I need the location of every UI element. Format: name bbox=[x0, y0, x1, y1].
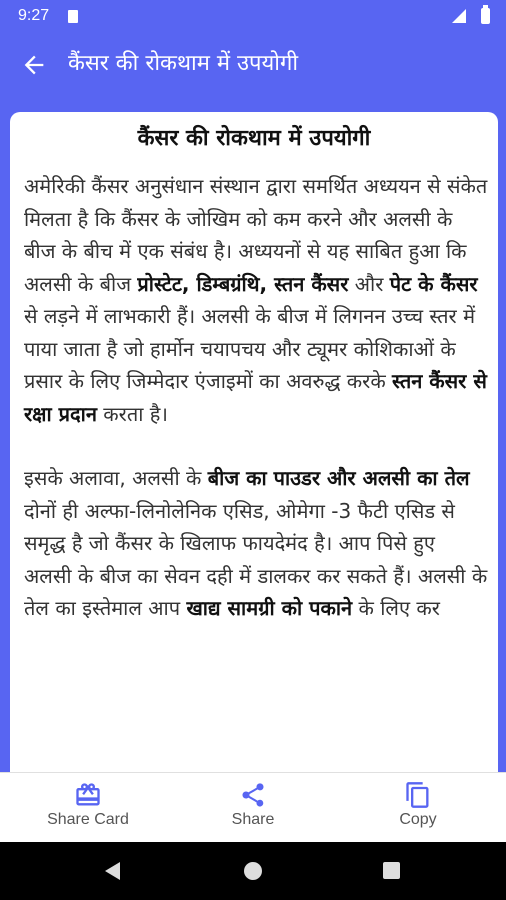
share-button[interactable] bbox=[169, 773, 337, 843]
share-card-button[interactable] bbox=[4, 773, 172, 843]
p2-bold-1: बीज का पाउडर और अलसी का तेल bbox=[207, 466, 470, 490]
share-label: Share bbox=[231, 811, 275, 828]
p1-text-3: से लड़ने में लाभकारी हैं। अलसी के बीज में लिगनन उच्च स्तर में पाया जाता है जो हार्मोन चयापचय और ट्यूमर कोशिकाओं के प्रसार के लिए जिम्मेदार एंजाइमों का अवरुद्ध करके bbox=[24, 304, 476, 393]
p2-text-1: इसके अलावा, अलसी के bbox=[24, 466, 208, 490]
back-arrow-icon[interactable] bbox=[20, 51, 48, 79]
p1-bold-2: पेट के कैंसर bbox=[389, 271, 478, 296]
bottom-nav bbox=[0, 772, 506, 843]
p2-text-2: दोनों ही अल्फा-लिनोलेनिक एसिड, ओमेगा -3 फैटी एसिड से समृद्ध है जो कैंसर के खिलाफ फायदेमंद है। आप पिसे हुए अलसी के बीज का सेवन दही में डालकर कर सकते हैं। अलसी के तेल का इस्तेमाल आप bbox=[24, 498, 488, 620]
p2-text-3: के लिए कर bbox=[352, 596, 440, 620]
p1-bold-1: प्रोस्टेट, डिम्बग्रंथि, स्तन कैंसर bbox=[137, 271, 349, 296]
card-title: कैंसर की रोकथाम में उपयोगी bbox=[137, 126, 371, 151]
p1-text-4: करता है। bbox=[96, 401, 168, 426]
status-bar bbox=[0, 0, 506, 34]
card-body bbox=[24, 170, 488, 657]
battery-icon bbox=[481, 8, 490, 24]
app-bar bbox=[0, 34, 506, 96]
share-icon bbox=[239, 781, 267, 809]
system-back-icon[interactable] bbox=[105, 862, 120, 880]
status-time: 9:27 bbox=[18, 7, 50, 24]
app-title: कैंसर की रोकथाम में उपयोगी bbox=[68, 51, 299, 76]
signal-icon bbox=[452, 9, 466, 23]
p1-text-1: अमेरिकी कैंसर अनुसंधान संस्थान द्वारा समर्थित अध्ययन से संकेत मिलता है कि कैंसर के जोखिम को कम करने और अलसी के बीज के बीच में एक संबंध है। अध्ययनों से यह साबित हुआ कि अलसी के बीज bbox=[24, 174, 488, 296]
copy-label: Copy bbox=[399, 811, 437, 828]
share-card-label: Share Card bbox=[47, 811, 129, 828]
content-card bbox=[10, 112, 498, 772]
paragraph-1 bbox=[24, 170, 488, 430]
card-giftcard-icon bbox=[74, 781, 102, 809]
p2-bold-2: खाद्य सामग्री को पकाने bbox=[186, 596, 353, 620]
sd-card-icon bbox=[68, 10, 78, 23]
copy-icon bbox=[404, 781, 432, 809]
p1-bold-3: स्तन कैंसर से रक्षा प्रदान bbox=[24, 369, 487, 426]
copy-button[interactable] bbox=[334, 773, 502, 843]
system-nav-bar bbox=[0, 842, 506, 900]
system-recents-icon[interactable] bbox=[383, 862, 400, 879]
paragraph-2 bbox=[24, 462, 488, 625]
system-home-icon[interactable] bbox=[244, 862, 262, 880]
p1-text-2: और bbox=[348, 271, 390, 296]
